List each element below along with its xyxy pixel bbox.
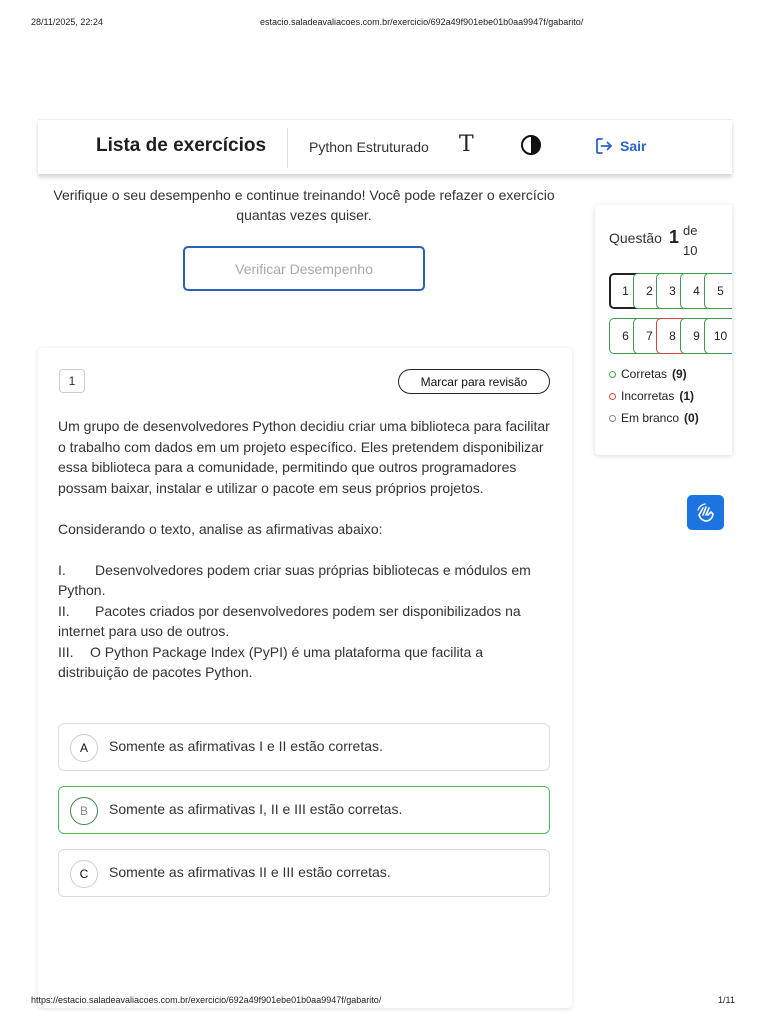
question-total: de 10	[683, 223, 698, 258]
current-question: 1	[669, 227, 680, 247]
question-grid-row-2	[609, 318, 732, 354]
option-a[interactable]	[58, 723, 550, 771]
page-number: 1/11	[718, 995, 735, 1005]
question-card	[38, 348, 572, 1008]
legend-blank: Em branco (0)	[609, 411, 699, 425]
option-letter: B	[70, 797, 98, 825]
legend-dot	[609, 393, 616, 400]
font-size-icon[interactable]: T	[459, 132, 474, 157]
question-instruction: Considerando o texto, analise as afirmativas abaixo:	[58, 520, 383, 537]
intro-text: Verifique o seu desempenho e continue treinando! Você pode refazer o exercício quantas vezes quiser.	[53, 187, 555, 223]
option-text: Somente as afirmativas I e II estão corretas.	[109, 738, 383, 754]
question-text	[58, 416, 554, 683]
logout-icon	[594, 136, 614, 156]
question-button-4[interactable]: 4	[680, 273, 713, 309]
top-bar	[38, 119, 732, 174]
legend-dot	[609, 371, 616, 378]
verify-performance-button[interactable]: Verificar Desempenho	[183, 246, 425, 291]
statement-3: III. O Python Package Index (PyPI) é uma plataforma que facilita a distribuição de pacotes Python.	[58, 643, 483, 680]
legend-correct: Corretas (9)	[609, 367, 687, 381]
page-title: Lista de exercícios	[96, 135, 267, 156]
option-text: Somente as afirmativas II e III estão corretas.	[109, 864, 391, 880]
option-letter: C	[70, 860, 98, 888]
option-letter: A	[70, 734, 98, 762]
question-button-7[interactable]: 7	[633, 318, 666, 354]
statement-1: I. Desenvolvedores podem criar suas próprias bibliotecas e módulos em Python.	[58, 561, 531, 598]
legend-incorrect: Incorretas (1)	[609, 389, 694, 403]
statement-2: II. Pacotes criados por desenvolvedores podem ser disponibilizados na internet para uso de outros.	[58, 602, 521, 639]
question-button-5[interactable]: 5	[704, 273, 732, 309]
question-button-1[interactable]: 1	[609, 273, 642, 309]
question-number: 1	[59, 369, 85, 393]
question-button-2[interactable]: 2	[633, 273, 666, 309]
exit-label: Sair	[620, 138, 647, 154]
print-datetime: 28/11/2025, 22:24	[31, 17, 103, 27]
question-button-3[interactable]: 3	[656, 273, 689, 309]
question-navigator	[595, 205, 732, 455]
sign-language-button[interactable]	[687, 495, 724, 530]
question-paragraph: Um grupo de desenvolvedores Python decidiu criar uma biblioteca para facilitar o trabalho com dados em um projeto específico. Eles pretendem disponibilizar essa biblioteca para a comunidade, permitindo que outros programadores possam baixar, instalar e utilizar o pacote em seus próprios projetos.	[58, 418, 550, 496]
course-name: Python Estruturado	[309, 139, 429, 155]
question-label: Questão	[609, 230, 662, 246]
contrast-icon[interactable]	[520, 134, 542, 156]
option-c[interactable]	[58, 849, 550, 897]
mark-for-review-button[interactable]: Marcar para revisão	[398, 369, 550, 394]
sign-language-icon	[694, 501, 718, 525]
print-url: estacio.saladeavaliacoes.com.br/exercicio/692a49f901ebe01b0aa9947f/gabarito/	[260, 17, 584, 27]
legend-dot	[609, 415, 616, 422]
option-text: Somente as afirmativas I, II e III estão corretas.	[109, 801, 403, 817]
question-button-8[interactable]: 8	[656, 318, 689, 354]
exit-button[interactable]	[594, 136, 646, 156]
option-b-correct[interactable]	[58, 786, 550, 834]
divider	[287, 128, 288, 168]
question-grid-row-1	[609, 273, 732, 309]
question-button-6[interactable]: 6	[609, 318, 642, 354]
question-button-9[interactable]: 9	[680, 318, 713, 354]
question-button-10[interactable]: 10	[704, 318, 732, 354]
footer-url: https://estacio.saladeavaliacoes.com.br/exercicio/692a49f901ebe01b0aa9947f/gabarito/	[31, 995, 382, 1005]
